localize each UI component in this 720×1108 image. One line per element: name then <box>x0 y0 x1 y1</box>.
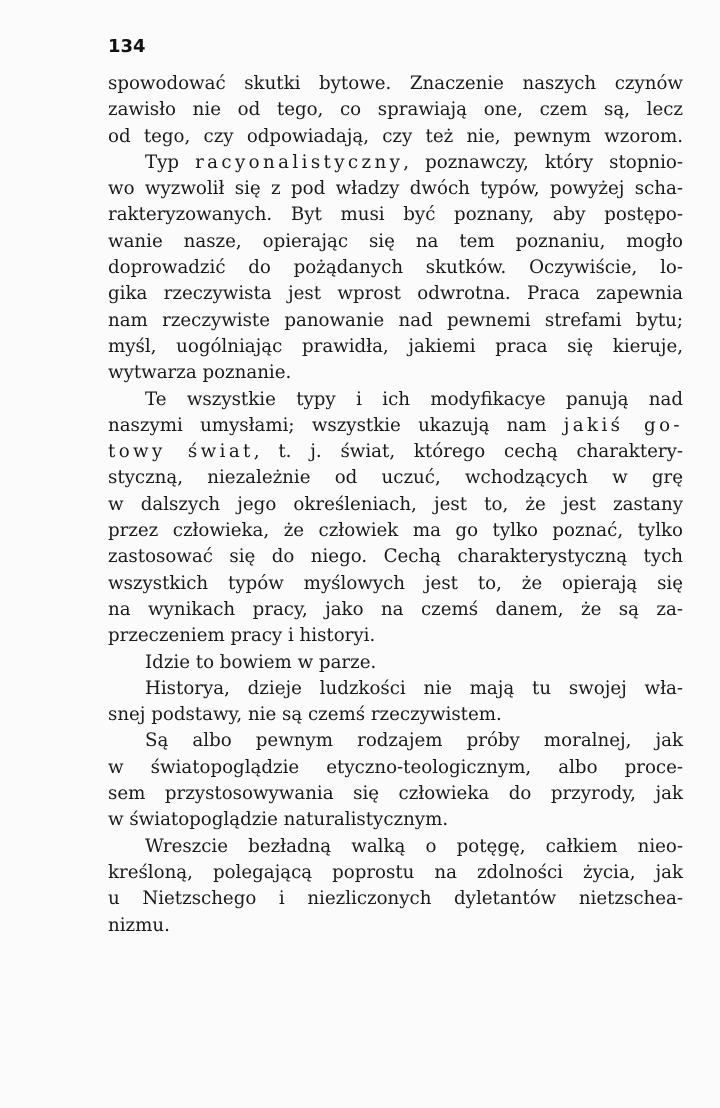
text-line: przez człowieka, że człowiek ma go tylko poznać, tylko <box>108 520 683 542</box>
text-line: styczną, niezależnie od uczuć, wchodzących w grę <box>108 467 683 489</box>
text-line: gika rzeczywista jest wprost odwrotna. Praca zapewnia <box>108 283 683 305</box>
text-segment: Typ <box>145 151 196 173</box>
text-line: spowodować skutki bytowe. Znaczenie naszych czynów <box>108 73 683 94</box>
text-line: w światopoglądzie naturalistycznym. <box>108 809 449 831</box>
text-line: wo wyzwolił się z pod władzy dwóch typów, powyżej scha- <box>108 178 683 200</box>
text-line: sem przystosowywania się człowieka do przyrody, jak <box>108 783 683 805</box>
text-line <box>108 439 683 465</box>
text-line: snej podstawy, nie są czemś rzeczywistem. <box>108 704 502 726</box>
text-line: wanie nasze, opierając się na tem poznaniu, mogło <box>108 230 683 252</box>
text-line: kreśloną, polegającą poprostu na zdolności życia, jak <box>108 861 683 883</box>
text-line: przeczeniem pracy i historyi. <box>108 625 376 647</box>
text-line: w dalszych jego określeniach, jest to, że jest zastany <box>108 493 683 515</box>
text-segment: , poznawczy, który stopnio- <box>403 151 683 173</box>
text-line: rakteryzowanych. Byt musi być poznany, aby postępo- <box>108 204 683 226</box>
text-line: Idzie to bowiem w parze. <box>145 651 377 673</box>
text-line: na wynikach pracy, jako na czemś danem, że są za- <box>108 598 683 620</box>
text-line <box>108 413 683 439</box>
text-line: nam rzeczywiste panowanie nad pewnemi strefami bytu; <box>108 309 683 331</box>
text-segment: naszymi umysłami; wszystkie ukazują nam <box>108 414 564 436</box>
emphasized-term: racyonalistyczny <box>195 151 404 173</box>
emphasized-term: towy świat <box>108 441 254 463</box>
text-line: Te wszystkie typy i ich modyfikacye panują nad <box>145 388 683 410</box>
page-number: 134 <box>108 36 146 57</box>
text-line: myśl, uogólniając prawidła, jakiemi praca się kieruje, <box>108 335 683 357</box>
body-text <box>108 71 683 939</box>
text-line <box>108 150 683 176</box>
text-line: od tego, czy odpowiadają, czy też nie, pewnym wzorom. <box>108 125 683 147</box>
emphasized-term: jakiś go- <box>563 414 683 436</box>
text-line: Wreszcie bezładną walką o potęgę, całkiem nieo- <box>145 835 683 857</box>
text-line: doprowadzić do pożądanych skutków. Oczywiście, lo- <box>108 257 683 279</box>
text-line: wytwarza poznanie. <box>108 362 292 384</box>
text-line: u Nietzschego i niezliczonych dyletantów nietzschea- <box>108 888 683 910</box>
text-line: zastosować się do niego. Cechą charakterystyczną tych <box>108 546 683 568</box>
text-line: Są albo pewnym rodzajem próby moralnej, jak <box>145 730 683 752</box>
text-line: zawisło nie od tego, co sprawiają one, czem są, lecz <box>108 99 683 121</box>
text-segment: , t. j. świat, którego cechą charaktery- <box>253 441 684 463</box>
text-line: nizmu. <box>108 914 170 936</box>
text-line: w światopoglądzie etyczno-teologicznym, albo proce- <box>108 756 683 778</box>
text-line: Historya, dzieje ludzkości nie mają tu swojej wła- <box>145 677 683 699</box>
text-line: wszystkich typów myślowych jest to, że opierają się <box>108 572 683 594</box>
